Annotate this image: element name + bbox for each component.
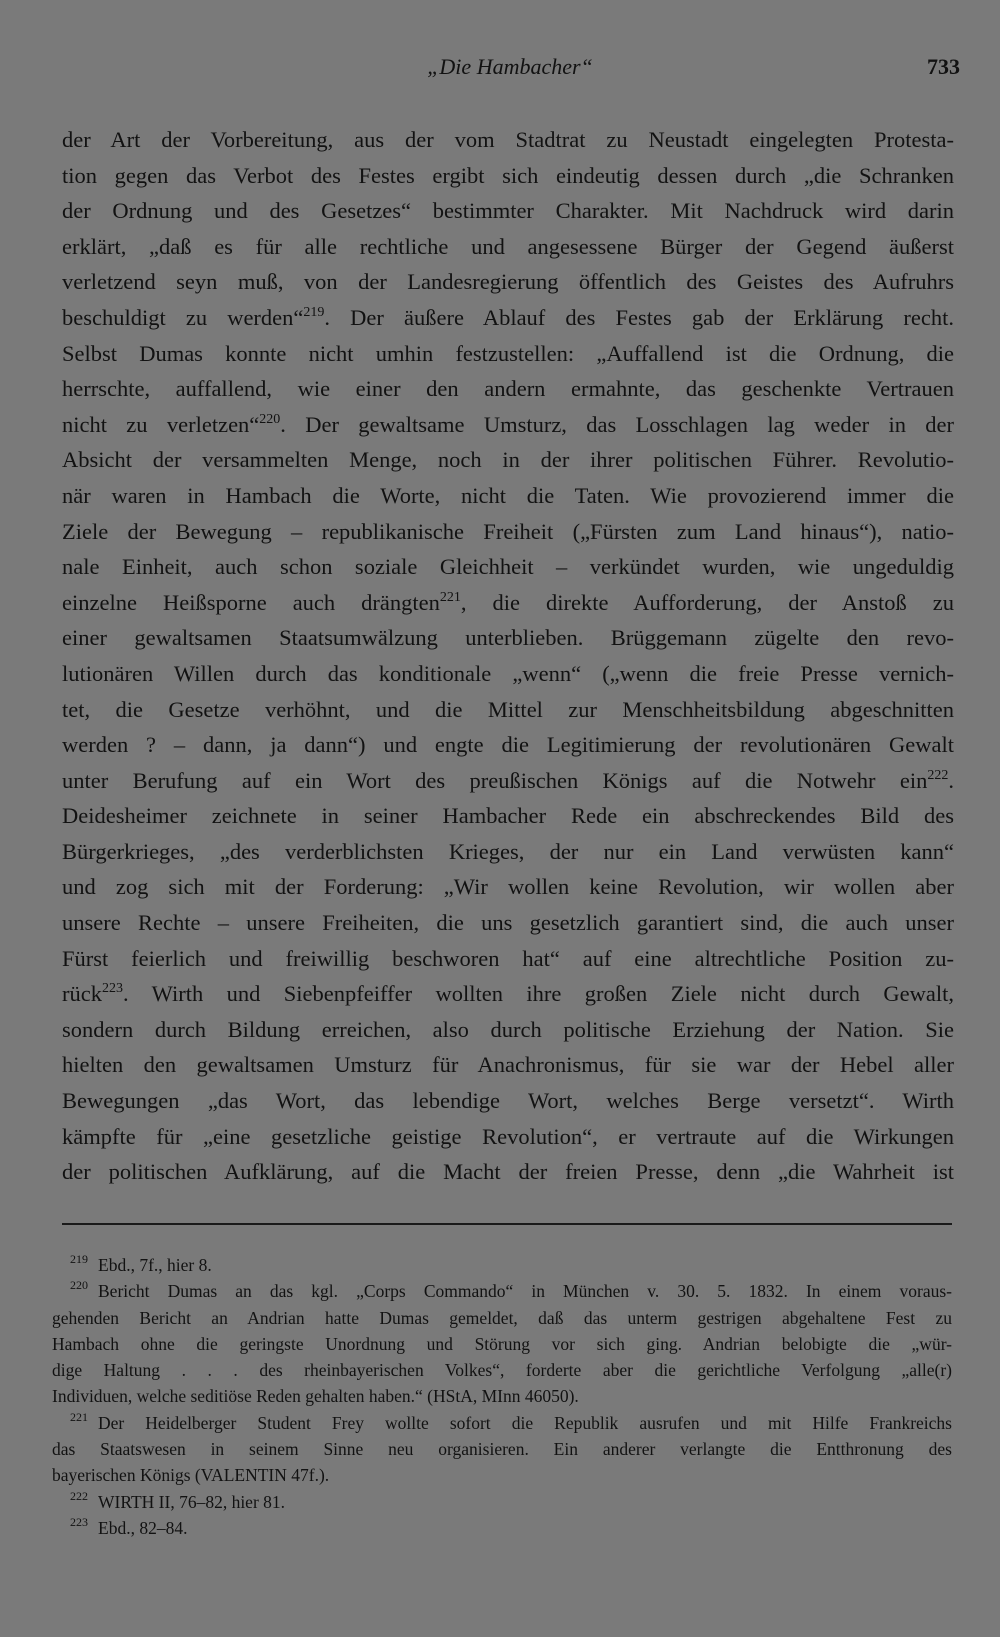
footnote-text: Ebd., 7f., hier 8. bbox=[98, 1255, 212, 1275]
body-line bbox=[62, 727, 954, 763]
body-text-segment: . bbox=[948, 767, 954, 793]
footnote-text: das Staatswesen in seinem Sinne neu organisieren. Ein anderer verlangte die Entthronung des bbox=[52, 1439, 952, 1460]
body-text-segment: tion gegen das Verbot des Festes ergibt sich eindeutig dessen durch „die Schranken bbox=[62, 162, 954, 188]
body-line bbox=[62, 834, 954, 870]
running-head bbox=[60, 54, 960, 84]
footnote-line: 220 Bericht Dumas an das kgl. „Corps Commando“ in München v. 30. 5. 1832. In einem voraus- bbox=[70, 1278, 952, 1302]
body-line bbox=[62, 478, 954, 514]
body-text-segment: einzelne Heißsporne auch drängten bbox=[62, 589, 440, 615]
body-text-segment: unter Berufung auf ein Wort des preußischen Königs auf die Notwehr ein bbox=[62, 767, 928, 793]
footnote-text: Individuen, welche seditiöse Reden gehalten haben.“ (HStA, MInn 46050). bbox=[52, 1386, 579, 1407]
body-text-segment: tet, die Gesetze verhöhnt, und die Mittel zur Menschheitsbildung abgeschnitten bbox=[62, 696, 954, 722]
body-line bbox=[62, 442, 954, 478]
body-line bbox=[62, 656, 954, 692]
body-text-segment: verletzend seyn muß, von der Landesregierung öffentlich des Geistes des Aufruhrs bbox=[62, 269, 954, 295]
body-text-segment: kämpfte für „eine gesetzliche geistige Revolution“, er vertraute auf die Wirkungen bbox=[62, 1123, 954, 1149]
footnote-line bbox=[52, 1357, 952, 1383]
body-line bbox=[62, 229, 954, 265]
body-text-segment: der politischen Aufklärung, auf die Macht der freien Presse, denn „die Wahrheit ist bbox=[62, 1159, 954, 1185]
body-line bbox=[62, 371, 954, 407]
footnote-line bbox=[52, 1305, 952, 1331]
body-text-segment: der Art der Vorbereitung, aus der vom Stadtrat zu Neustadt eingelegten Protesta- bbox=[62, 127, 954, 152]
body-line bbox=[62, 264, 954, 300]
body-text-segment: . Wirth und Siebenpfeiffer wollten ihre großen Ziele nicht durch Gewalt, bbox=[122, 981, 954, 1007]
body-line bbox=[62, 549, 954, 585]
body-text-segment: beschuldigt zu werden“ bbox=[62, 304, 304, 330]
body-text-segment: unsere Rechte – unsere Freiheiten, die uns gesetzlich garantiert sind, die auch unser bbox=[62, 910, 954, 936]
body-line bbox=[62, 692, 954, 728]
footnote-text: Ebd., 82–84. bbox=[98, 1517, 188, 1538]
footnote-text: Hambach ohne die geringste Unordnung und Störung vor sich ging. Andrian belobigte die „wür- bbox=[52, 1333, 952, 1354]
body-line bbox=[62, 1154, 954, 1190]
footnote-reference: 221 bbox=[439, 589, 461, 605]
footnote-line: 222 WIRTH II, 76–82, hier 81. bbox=[70, 1488, 286, 1512]
body-text bbox=[62, 122, 954, 1190]
footnote-line bbox=[52, 1383, 952, 1409]
body-line bbox=[62, 798, 954, 834]
body-text-segment: Bewegungen „das Wort, das lebendige Wort, welches Berge versetzt“. Wirth bbox=[62, 1088, 954, 1114]
footnote-line: 221 Der Heidelberger Student Frey wollte sofort die Republik ausrufen und mit Hilfe Frankreichs bbox=[70, 1409, 952, 1433]
body-line bbox=[62, 514, 954, 550]
body-line bbox=[62, 620, 954, 656]
body-text-segment: Absicht der versammelten Menge, noch in der ihrer politischen Führer. Revolutio- bbox=[62, 447, 954, 473]
footnotes bbox=[52, 1252, 952, 1541]
footnote-reference: 222 bbox=[927, 767, 949, 783]
body-line bbox=[62, 407, 954, 443]
body-line bbox=[62, 905, 954, 941]
body-text-segment: nicht zu verletzen“ bbox=[62, 411, 260, 437]
body-text-segment: . Der äußere Ablauf des Festes gab der Erklärung recht. bbox=[324, 304, 955, 330]
body-text-segment: Bürgerkrieges, „des verderblichsten Krieges, der nur ein Land verwüsten kann“ bbox=[62, 838, 954, 864]
footnote-reference: 219 bbox=[303, 304, 325, 320]
body-text-segment: Fürst feierlich und freiwillig beschworen hat“ auf eine altrechtliche Position zu- bbox=[62, 945, 954, 971]
footnote-line bbox=[52, 1462, 952, 1488]
body-text-segment: und zog sich mit der Forderung: „Wir wollen keine Revolution, wir wollen aber bbox=[62, 874, 954, 900]
body-text-segment: einer gewaltsamen Staatsumwälzung unterblieben. Brüggemann zügelte den revo- bbox=[62, 625, 954, 651]
body-text-segment: . Der gewaltsame Umsturz, das Losschlagen lag weder in der bbox=[280, 411, 954, 437]
body-line bbox=[62, 763, 954, 799]
body-text-segment: hielten den gewaltsamen Umsturz für Anachronismus, für sie war der Hebel aller bbox=[62, 1052, 954, 1078]
footnote-text: Bericht Dumas an das kgl. „Corps Commando“ in München v. 30. 5. 1832. In einem voraus- bbox=[98, 1281, 952, 1302]
body-text-segment: herrschte, auffallend, wie einer den andern ermahnte, das geschenkte Vertrauen bbox=[62, 376, 954, 402]
body-line bbox=[62, 122, 954, 158]
body-text-segment: Deidesheimer zeichnete in seiner Hambacher Rede ein abschreckendes Bild des bbox=[62, 803, 954, 829]
footnote-text: gehenden Bericht an Andrian hatte Dumas gemeldet, daß das unterm gestrigen abgehaltene Fest zu bbox=[52, 1307, 952, 1328]
body-line bbox=[62, 158, 954, 194]
body-text-segment: lutionären Willen durch das konditionale „wenn“ („wenn die freie Presse vernich- bbox=[62, 660, 954, 686]
body-text-segment: sondern durch Bildung erreichen, also durch politische Erziehung der Nation. Sie bbox=[62, 1016, 954, 1042]
running-title: „Die Hambacher“ bbox=[427, 54, 593, 79]
body-line bbox=[62, 1119, 954, 1155]
body-line bbox=[62, 1047, 954, 1083]
body-line bbox=[62, 585, 954, 621]
body-text-segment: , die direkte Aufforderung, der Anstoß zu bbox=[460, 589, 954, 615]
footnote-reference: 223 bbox=[101, 981, 123, 997]
body-line bbox=[62, 193, 954, 229]
body-line bbox=[62, 1083, 954, 1119]
body-text-segment: erklärt, „daß es für alle rechtliche und angesessene Bürger der Gegend äußerst bbox=[62, 233, 954, 259]
footnote-line: 219 Ebd., 7f., hier 8. bbox=[70, 1252, 212, 1275]
page-number: 733 bbox=[927, 54, 960, 79]
body-text-segment: när waren in Hambach die Worte, nicht die Taten. Wie provozierend immer die bbox=[62, 482, 954, 508]
body-text-segment: rück bbox=[62, 981, 102, 1007]
body-line bbox=[62, 336, 954, 372]
footnote-reference: 220 bbox=[259, 411, 281, 427]
body-line bbox=[62, 300, 954, 336]
footnote-separator bbox=[62, 1223, 952, 1225]
body-line bbox=[62, 941, 954, 977]
body-line bbox=[62, 1012, 954, 1048]
footnote-text: WIRTH II, 76–82, hier 81. bbox=[98, 1491, 286, 1512]
body-text-segment: Ziele der Bewegung – republikanische Freiheit („Fürsten zum Land hinaus“), natio- bbox=[62, 518, 954, 544]
footnote-text: dige Haltung . . . des rheinbayerischen Volkes“, forderte aber die gerichtliche Verfolgung „alle(r) bbox=[52, 1360, 952, 1381]
footnote-line bbox=[52, 1331, 952, 1357]
body-text-segment: werden ? – dann, ja dann“) und engte die Legitimierung der revolutionären Gewalt bbox=[62, 732, 954, 758]
footnote-line: 223 Ebd., 82–84. bbox=[70, 1514, 188, 1538]
body-line bbox=[62, 976, 954, 1012]
footnote-text: bayerischen Königs (VALENTIN 47f.). bbox=[52, 1465, 330, 1486]
body-line bbox=[62, 869, 954, 905]
footnote-text: Der Heidelberger Student Frey wollte sofort die Republik ausrufen und mit Hilfe Frankreichs bbox=[98, 1412, 952, 1433]
body-text-segment: nale Einheit, auch schon soziale Gleichheit – verkündet wurden, wie ungeduldig bbox=[62, 554, 954, 580]
body-text-segment: der Ordnung und des Gesetzes“ bestimmter Charakter. Mit Nachdruck wird darin bbox=[62, 198, 954, 224]
body-text-segment: Selbst Dumas konnte nicht umhin festzustellen: „Auffallend ist die Ordnung, die bbox=[62, 340, 954, 366]
footnote-line bbox=[52, 1436, 952, 1462]
